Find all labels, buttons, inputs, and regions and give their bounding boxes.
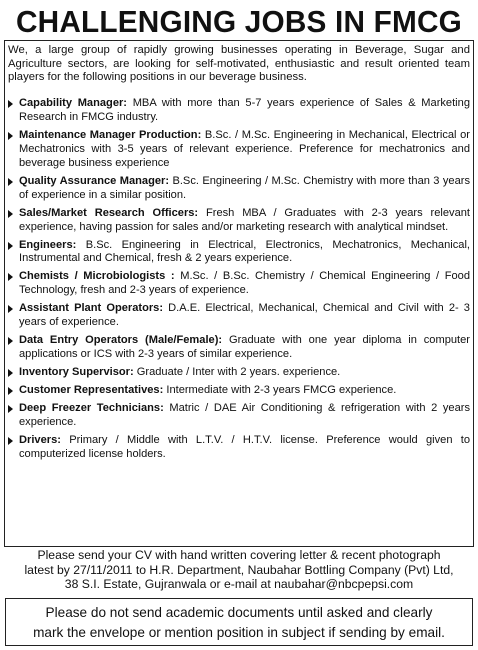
triangle-bullet-icon: [8, 132, 13, 140]
job-title: Maintenance Manager Production:: [19, 128, 202, 141]
job-item: [8, 334, 470, 362]
job-title: Drivers:: [19, 434, 61, 447]
triangle-bullet-icon: [8, 405, 13, 413]
job-description: M.Sc. / B.Sc. Chemistry / Chemical Engineering / Food Technology, fresh and 2-3 years of experience.: [19, 270, 471, 297]
job-item: [8, 129, 470, 171]
triangle-bullet-icon: [8, 178, 13, 186]
job-item: [8, 366, 470, 380]
application-instructions: [0, 548, 478, 592]
job-title: Chemists / Microbiologists :: [19, 270, 175, 283]
ad-title: CHALLENGING JOBS IN FMCG: [15, 4, 463, 39]
job-description: Graduate with one year diploma in computer applications or ICS with 2-3 years of similar experience.: [19, 334, 470, 361]
job-title: Quality Assurance Manager:: [19, 174, 170, 187]
job-title: Engineers:: [19, 238, 77, 251]
job-list: [8, 97, 470, 466]
notice-line-2: mark the envelope or mention position in subject if sending by email.: [33, 624, 445, 640]
job-item: [8, 302, 470, 330]
triangle-bullet-icon: [8, 387, 13, 395]
job-description: B.Sc. Engineering in Electrical, Electronics, Mechatronics, Mechanical, Instrumental and Chemical, fresh & 2 years experience.: [19, 238, 470, 265]
job-description: B.Sc. / M.Sc. Engineering in Mechanical, Electrical or Mechatronics with 3-5 years of relevant experience. Preference for mechatronics and beverage business experience: [19, 128, 470, 169]
job-item: [8, 434, 470, 462]
intro-paragraph: We, a large group of rapidly growing businesses operating in Beverage, Sugar and Agriculture sectors, are looking for self-motivated, enthusiastic and result oriented team players for the following positions in our beverage business.: [8, 44, 470, 84]
job-item: [8, 270, 470, 298]
job-item: [8, 384, 470, 398]
job-description: Primary / Middle with L.T.V. / H.T.V. license. Preference would given to computerized license holders.: [19, 434, 470, 460]
job-item: [8, 239, 470, 267]
instructions-line-1: Please send your CV with hand written covering letter & recent photograph: [37, 548, 441, 562]
triangle-bullet-icon: [8, 100, 13, 108]
job-title: Customer Representatives:: [19, 384, 164, 397]
job-item: [8, 175, 470, 203]
job-description: D.A.E. Electrical, Mechanical, Chemical and Civil with 2- 3 years of experience.: [19, 302, 470, 329]
triangle-bullet-icon: [8, 369, 13, 377]
job-title: Sales/Market Research Officers:: [19, 206, 199, 219]
triangle-bullet-icon: [8, 273, 13, 281]
job-title: Inventory Supervisor:: [19, 366, 134, 379]
job-description: Intermediate with 2-3 years FMCG experience.: [163, 384, 397, 397]
triangle-bullet-icon: [8, 437, 13, 445]
job-description: Graduate / Inter with 2 years. experience.: [133, 366, 341, 379]
instructions-line-3: 38 S.I. Estate, Gujranwala or e-mail at naubahar@nbcpepsi.com: [64, 577, 414, 592]
job-item: [8, 97, 470, 125]
job-description: B.Sc. Engineering / M.Sc. Chemistry with more than 3 years of experience in a similar position.: [19, 174, 470, 201]
job-title: Assistant Plant Operators:: [19, 302, 164, 315]
triangle-bullet-icon: [8, 305, 13, 313]
triangle-bullet-icon: [8, 210, 13, 218]
instructions-line-2: latest by 27/11/2011 to H.R. Department, Naubahar Bottling Company (Pvt) Ltd,: [24, 562, 454, 577]
notice-line-1: Please do not send academic documents until asked and clearly: [45, 605, 433, 620]
job-title: Capability Manager:: [19, 97, 128, 109]
job-description: Fresh MBA / Graduates with 2-3 years relevant experience, having passion for sales and/or marketing research with analytical mindset.: [19, 206, 470, 233]
job-title: Data Entry Operators (Male/Female):: [19, 334, 223, 347]
job-title: Deep Freezer Technicians:: [19, 402, 164, 415]
notice-box: [5, 598, 473, 646]
triangle-bullet-icon: [8, 337, 13, 345]
job-description: Matric / DAE Air Conditioning & refrigeration with 2 years experience.: [19, 402, 470, 429]
job-item: [8, 207, 470, 235]
job-description: MBA with more than 5-7 years experience of Sales & Marketing Research in FMCG industry.: [19, 97, 470, 123]
triangle-bullet-icon: [8, 242, 13, 250]
job-item: [8, 402, 470, 430]
